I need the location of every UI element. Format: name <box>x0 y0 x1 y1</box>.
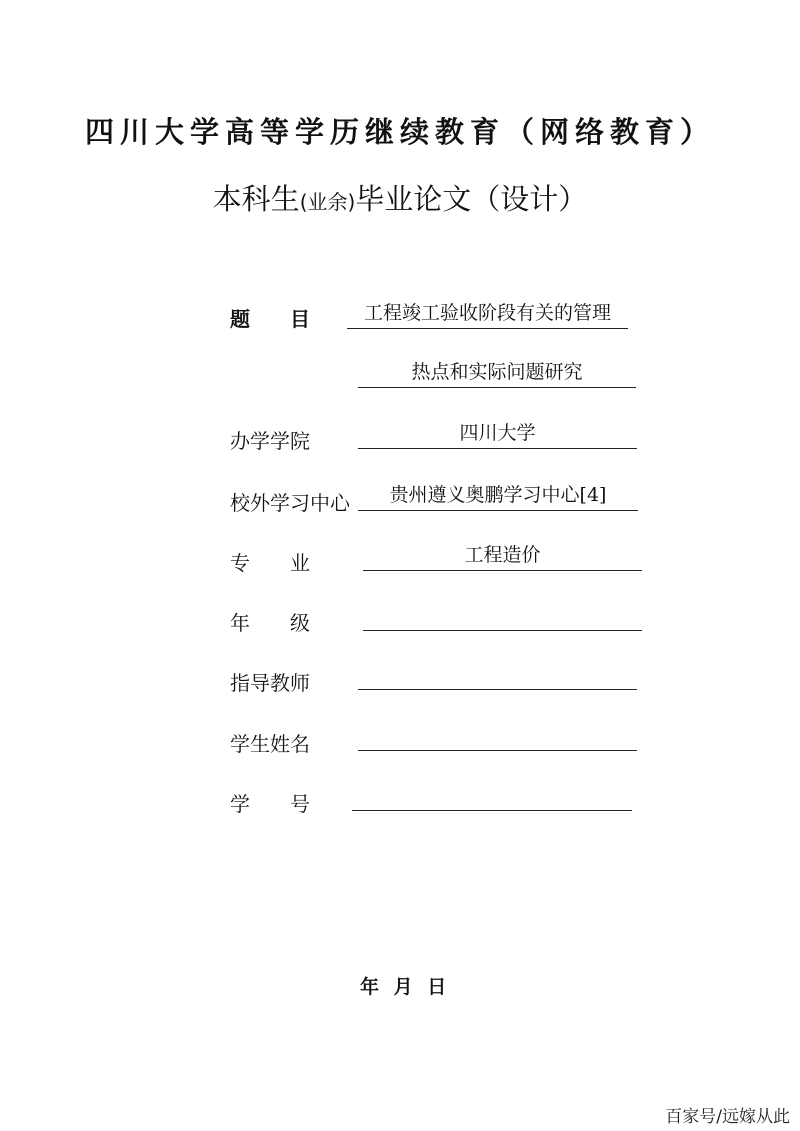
label-school: 办学学院 <box>230 429 310 453</box>
label-student-name: 学生姓名 <box>230 732 310 756</box>
label-title: 题 目 <box>230 307 310 331</box>
document-subtitle <box>0 177 800 218</box>
field-school: 四川大学 <box>358 420 637 449</box>
field-grade <box>363 602 642 631</box>
document-title: 四川大学高等学历继续教育（网络教育） <box>84 115 715 149</box>
subtitle-pre: 本科生 <box>212 182 300 216</box>
subtitle-post: 毕业论文（设计） <box>355 182 588 216</box>
label-advisor: 指导教师 <box>230 671 310 695</box>
subtitle-small: (业余) <box>299 190 356 214</box>
field-title-line1: 工程竣工验收阶段有关的管理 <box>347 300 628 329</box>
label-major: 专 业 <box>230 551 310 575</box>
label-study-center: 校外学习中心 <box>230 491 350 515</box>
label-student-id: 学 号 <box>230 792 310 816</box>
label-grade: 年 级 <box>230 611 310 635</box>
field-student-id <box>352 782 632 811</box>
field-advisor <box>358 661 637 690</box>
date-line: 年 月 日 <box>360 976 451 998</box>
watermark: 百家号/远嫁从此 <box>665 1107 790 1127</box>
field-major: 工程造价 <box>363 542 642 571</box>
field-study-center: 贵州遵义奥鹏学习中心[4] <box>358 482 638 511</box>
field-title-line2: 热点和实际问题研究 <box>358 359 636 388</box>
field-student-name <box>358 722 637 751</box>
